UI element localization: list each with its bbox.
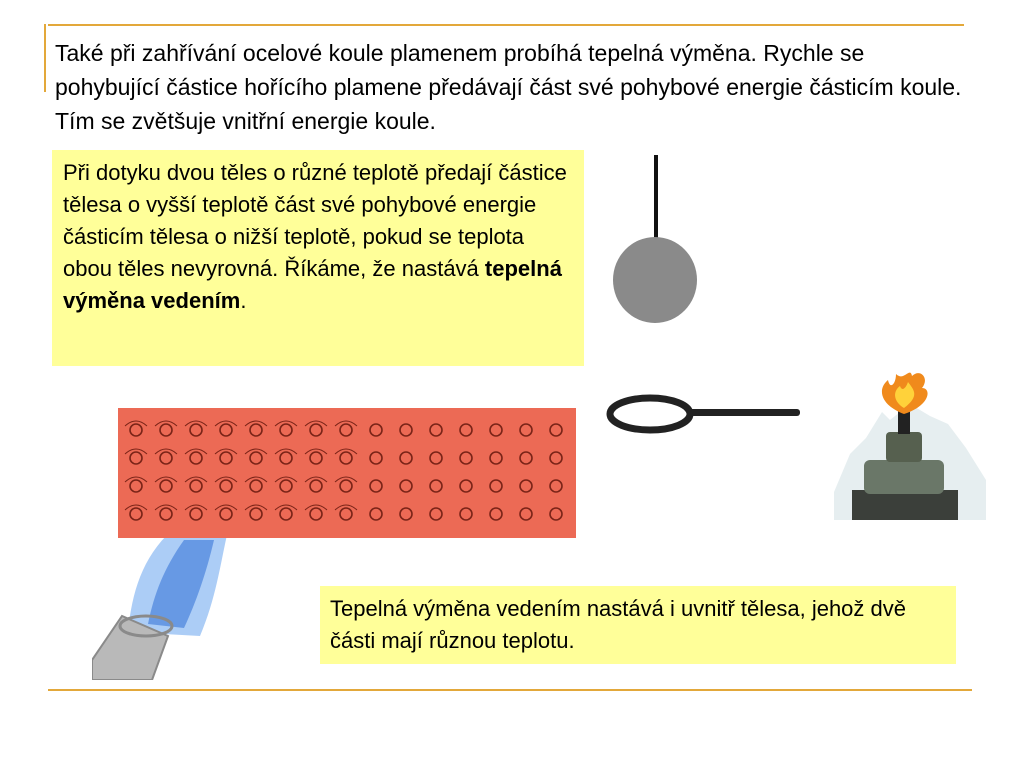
lamp-body: [864, 460, 944, 494]
conduction-text-end: .: [240, 288, 247, 313]
intro-text: Také při zahřívání ocelové koule plamenem probíhá tepelná výměna. Rychle se pohybující částice hořícího plamene předávají část své pohybové energie částicím koule. Tím se zvětšuje vnitřní energie koule.: [55, 40, 962, 134]
heated-bar-illustration: [92, 398, 582, 680]
conduction-text: [63, 157, 574, 317]
ring-handle: [688, 409, 800, 416]
bottom-rule: [48, 689, 972, 691]
ball-rod: [654, 155, 658, 241]
conduction-text-main: Při dotyku dvou těles o různé teplotě předají částice tělesa o vyšší teplotě část své pohybové energie částicím tělesa o nižší teplotě, pokud se teplota obou těles nevyrovná. Říkáme, že nastává: [63, 160, 567, 281]
left-rule: [44, 24, 46, 92]
lamp-base: [852, 490, 958, 520]
steel-ball-illustration: [600, 150, 710, 330]
ring-handle-illustration: [604, 392, 804, 442]
conduction-term: tepelná výměna vedením: [63, 256, 562, 313]
internal-conduction-text: Tepelná výměna vedením nastává i uvnitř tělesa, jehož dvě části mají různou teplotu.: [330, 596, 906, 653]
steel-ball: [613, 237, 697, 323]
metal-ring: [610, 398, 690, 430]
conduction-box: [52, 150, 584, 366]
spirit-lamp-illustration: [830, 362, 990, 522]
top-rule: [48, 24, 964, 26]
hot-bar: [118, 408, 576, 538]
lamp-neck: [886, 432, 922, 462]
